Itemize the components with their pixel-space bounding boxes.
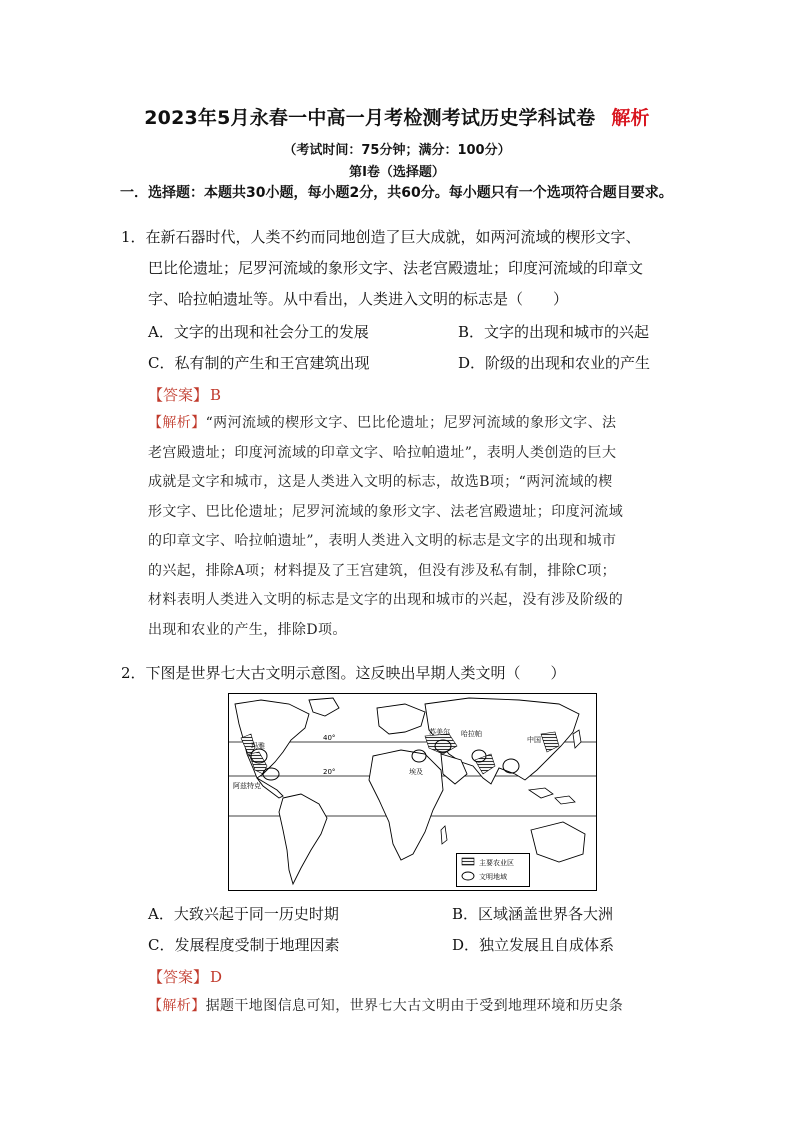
q1-option-b: B．文字的出现和城市的兴起: [458, 323, 650, 341]
maya-region: [263, 768, 279, 780]
explanation-line: 【解析】“两河流域的楔形文字、巴比伦遗址；尼罗河流域的象形文字、法: [148, 415, 617, 431]
question-2: 2．下图是世界七大古文明示意图。这反映出早期人类文明（ ）: [121, 664, 566, 682]
legend-civilization-label: 文明地域: [479, 873, 507, 881]
explanation-line: 成就是文字和城市，这是人类进入文明的标志，故选B项；“两河流域的楔: [148, 474, 613, 490]
answer-value: B: [210, 386, 222, 404]
explanation-line: 形文字、巴比伦遗址；尼罗河流域的象形文字、法老宫殿遗址；印度河流域: [148, 503, 624, 520]
q1-explanation: [148, 409, 683, 645]
q2-explanation: [148, 992, 683, 1022]
map-label-egypt: 埃及: [409, 768, 423, 776]
q1-stem-line3: 字、哈拉帕遗址等。从中看出，人类进入文明的标志是（ ）: [148, 290, 569, 308]
q2-option-c: C．发展程度受制于地理因素: [148, 936, 340, 954]
explanation-line: 老宫殿遗址；印度河流域的印章文字、哈拉帕遗址”，表明人类创造的巨大: [148, 444, 617, 461]
map-label-harappa: 哈拉帕: [461, 730, 482, 738]
explanation-line: 的兴起，排除A项；材料提及了王宫建筑，但没有涉及私有制，排除C项；: [148, 562, 617, 579]
q1-answer: [148, 384, 221, 405]
map-graphic: [229, 694, 596, 890]
explanation-tag: 【解析】: [148, 415, 206, 431]
map-label-aztec: 阿兹特克: [233, 782, 261, 790]
africa-shape: [369, 750, 443, 860]
title-text: 2023年5月永春一中高一月考检测考试历史学科试卷: [144, 107, 596, 129]
legend-agriculture-swatch: [462, 858, 474, 865]
section-title: 一．选择题：本题共30小题，每小题2分，共60分。每小题只有一个选项符合题目要求。: [120, 185, 673, 201]
australia-shape: [531, 822, 585, 862]
page-title: [0, 103, 794, 130]
q1-option-a: A．文字的出现和社会分工的发展: [148, 323, 369, 341]
explanation-line: 材料表明人类进入文明的标志是文字的出现和城市的兴起，没有涉及阶级的: [148, 592, 624, 608]
answer-tag: 【答案】: [148, 386, 209, 404]
title-suffix: 解析: [611, 107, 650, 129]
explanation-line: 出现和农业的产生，排除D项。: [148, 621, 347, 638]
q2-option-a: A．大致兴起于同一历史时期: [148, 905, 339, 923]
explanation-tag: 【解析】: [148, 998, 206, 1014]
latitude-label-20: 20°: [323, 768, 336, 776]
question-1: [121, 222, 681, 315]
map-label-china: 中国: [527, 736, 541, 744]
latitude-label-40: 40°: [323, 734, 336, 742]
map-legend: [456, 853, 530, 887]
legend-agriculture-label: 主要农业区: [479, 859, 514, 867]
south-america-shape: [279, 794, 327, 884]
world-civilization-map: [228, 693, 597, 891]
q2-option-d: D．独立发展且自成体系: [452, 936, 615, 954]
answer-value: D: [210, 968, 223, 986]
part-title: 第I卷（选择题）: [349, 165, 445, 180]
exam-info: （考试时间：75分钟；满分：100分）: [283, 143, 511, 158]
q1-stem-line1: 1．在新石器时代，人类不约而同地创造了巨大成就，如两河流域的楔形文字、: [121, 228, 641, 246]
q1-option-d: D．阶级的出现和农业的产生: [458, 354, 651, 372]
explanation-line: 的印章文字、哈拉帕遗址”，表明人类进入文明的标志是文字的出现和城市: [148, 533, 617, 549]
q2-answer: [148, 966, 222, 987]
map-label-sumer: 苏美尔: [429, 728, 450, 736]
q1-option-c: C．私有制的产生和王宫建筑出现: [148, 354, 370, 372]
q1-stem-line2: 巴比伦遗址；尼罗河流域的象形文字、法老宫殿遗址；印度河流域的印章文: [148, 259, 644, 277]
answer-tag: 【答案】: [148, 968, 209, 986]
map-label-maya: 玛雅: [251, 742, 265, 750]
q2-option-b: B．区域涵盖世界各大洲: [452, 905, 614, 923]
legend-civilization-swatch: [462, 872, 474, 880]
explanation-line: 【解析】据题干地图信息可知，世界七大古文明由于受到地理环境和历史条: [148, 998, 624, 1014]
